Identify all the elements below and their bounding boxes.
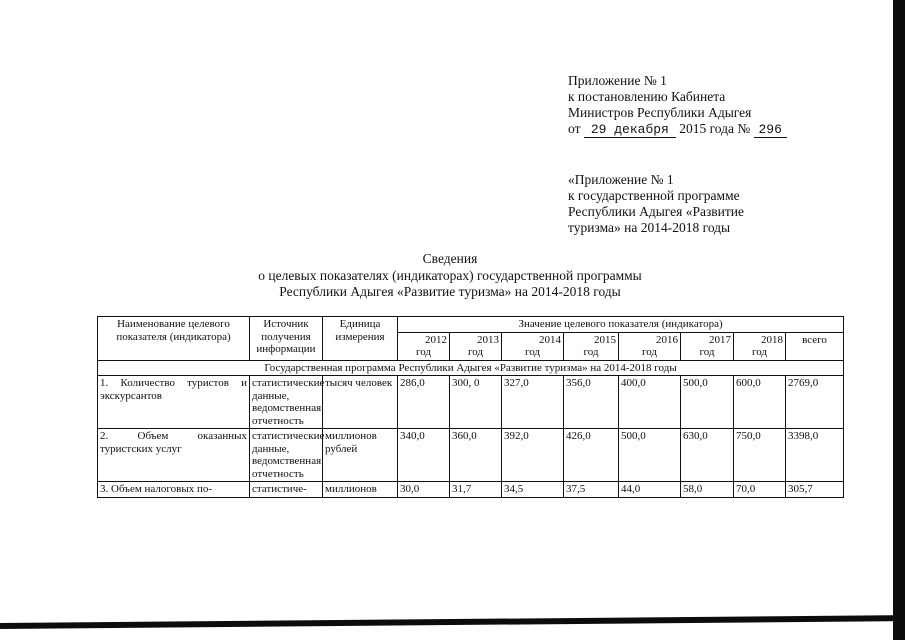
indicators-table <box>97 316 844 498</box>
indicator-name: 2. Объем оказанных туристских услуг <box>98 429 250 482</box>
document-title <box>160 251 740 301</box>
approval-line: к постановлению Кабинета <box>568 89 726 104</box>
approval-line: Министров Республики Адыгея <box>568 105 752 120</box>
year-number: 2015 <box>594 333 616 346</box>
header-year <box>681 332 734 360</box>
value-cell: 600,0 <box>734 376 786 429</box>
header-year <box>564 332 619 360</box>
indicator-unit: тысяч человек <box>323 376 398 429</box>
value-cell: 286,0 <box>398 376 450 429</box>
program-appendix-line: к государственной программе <box>568 188 740 203</box>
value-cell: 360,0 <box>450 429 502 482</box>
program-appendix-line: Республики Адыгея «Развитие <box>568 204 745 219</box>
value-cell: 426,0 <box>564 429 619 482</box>
year-number: 2018 <box>761 333 783 346</box>
section-row: Государственная программа Республики Адыгея «Развитие туризма» на 2014-2018 годы <box>98 360 844 376</box>
year-number: 2017 <box>709 333 731 346</box>
approval-date-line <box>568 121 787 138</box>
table-row <box>98 376 844 429</box>
total-cell: 305,7 <box>786 482 844 498</box>
value-cell: 34,5 <box>502 482 564 498</box>
scan-edge-right <box>893 0 905 640</box>
year-word: год <box>699 346 715 358</box>
indicator-source: статистиче- <box>250 482 323 498</box>
table-row <box>98 482 844 498</box>
approval-date-field: 29 декабря <box>584 123 676 138</box>
indicator-unit: миллионов <box>323 482 398 498</box>
value-cell: 30,0 <box>398 482 450 498</box>
program-appendix-block <box>568 172 744 236</box>
value-cell: 31,7 <box>450 482 502 498</box>
approval-number-field: 296 <box>754 123 787 138</box>
total-label: всего <box>802 333 827 346</box>
approval-prefix: от <box>568 121 581 136</box>
year-number: 2013 <box>477 333 499 346</box>
header-year <box>619 332 681 360</box>
year-word: год <box>751 346 768 358</box>
indicator-unit: миллионов рублей <box>323 429 398 482</box>
header-total <box>786 332 844 360</box>
indicator-source: статистические данные, ведомственная отчетность <box>250 429 323 482</box>
value-cell: 750,0 <box>734 429 786 482</box>
value-cell: 58,0 <box>681 482 734 498</box>
indicator-name: 3. Объем налоговых по- <box>98 482 250 498</box>
value-cell: 630,0 <box>681 429 734 482</box>
year-number: 2016 <box>656 333 678 346</box>
title-line: Республики Адыгея «Развитие туризма» на 2014-2018 годы <box>279 284 621 299</box>
value-cell: 37,5 <box>564 482 619 498</box>
approval-line: Приложение № 1 <box>568 73 667 88</box>
approval-year-text: 2015 года № <box>679 121 751 136</box>
value-cell: 392,0 <box>502 429 564 482</box>
value-cell: 44,0 <box>619 482 681 498</box>
indicator-source: статистические данные, ведомственная отчетность <box>250 376 323 429</box>
value-cell: 400,0 <box>619 376 681 429</box>
header-year <box>502 332 564 360</box>
indicator-name: 1. Количество туристов и экскурсантов <box>98 376 250 429</box>
total-cell: 3398,0 <box>786 429 844 482</box>
value-cell: 356,0 <box>564 376 619 429</box>
year-word: год <box>641 346 658 358</box>
value-cell: 70,0 <box>734 482 786 498</box>
value-cell: 300, 0 <box>450 376 502 429</box>
approval-block <box>568 73 787 138</box>
total-cell: 2769,0 <box>786 376 844 429</box>
header-value-group: Значение целевого показателя (индикатора) <box>398 317 844 333</box>
header-name: Наименование целевого показателя (индикатора) <box>98 317 250 361</box>
year-number: 2014 <box>539 333 561 346</box>
year-word: год <box>415 346 432 358</box>
scan-edge-bottom <box>0 615 905 629</box>
title-line: о целевых показателях (индикаторах) государственной программы <box>258 267 642 283</box>
value-cell: 340,0 <box>398 429 450 482</box>
header-unit: Единица измерения <box>323 317 398 361</box>
header-year <box>450 332 502 360</box>
header-year <box>734 332 786 360</box>
year-number: 2012 <box>425 333 447 346</box>
header-year <box>398 332 450 360</box>
year-word: год <box>583 346 599 358</box>
program-appendix-line: туризма» на 2014-2018 годы <box>568 220 731 235</box>
year-word: год <box>524 346 541 358</box>
table-row <box>98 429 844 482</box>
year-word: год <box>467 346 484 358</box>
program-appendix-line: «Приложение № 1 <box>568 172 674 187</box>
value-cell: 500,0 <box>681 376 734 429</box>
title-line: Сведения <box>422 251 478 266</box>
header-source: Источник получения информации <box>250 317 323 361</box>
value-cell: 327,0 <box>502 376 564 429</box>
value-cell: 500,0 <box>619 429 681 482</box>
